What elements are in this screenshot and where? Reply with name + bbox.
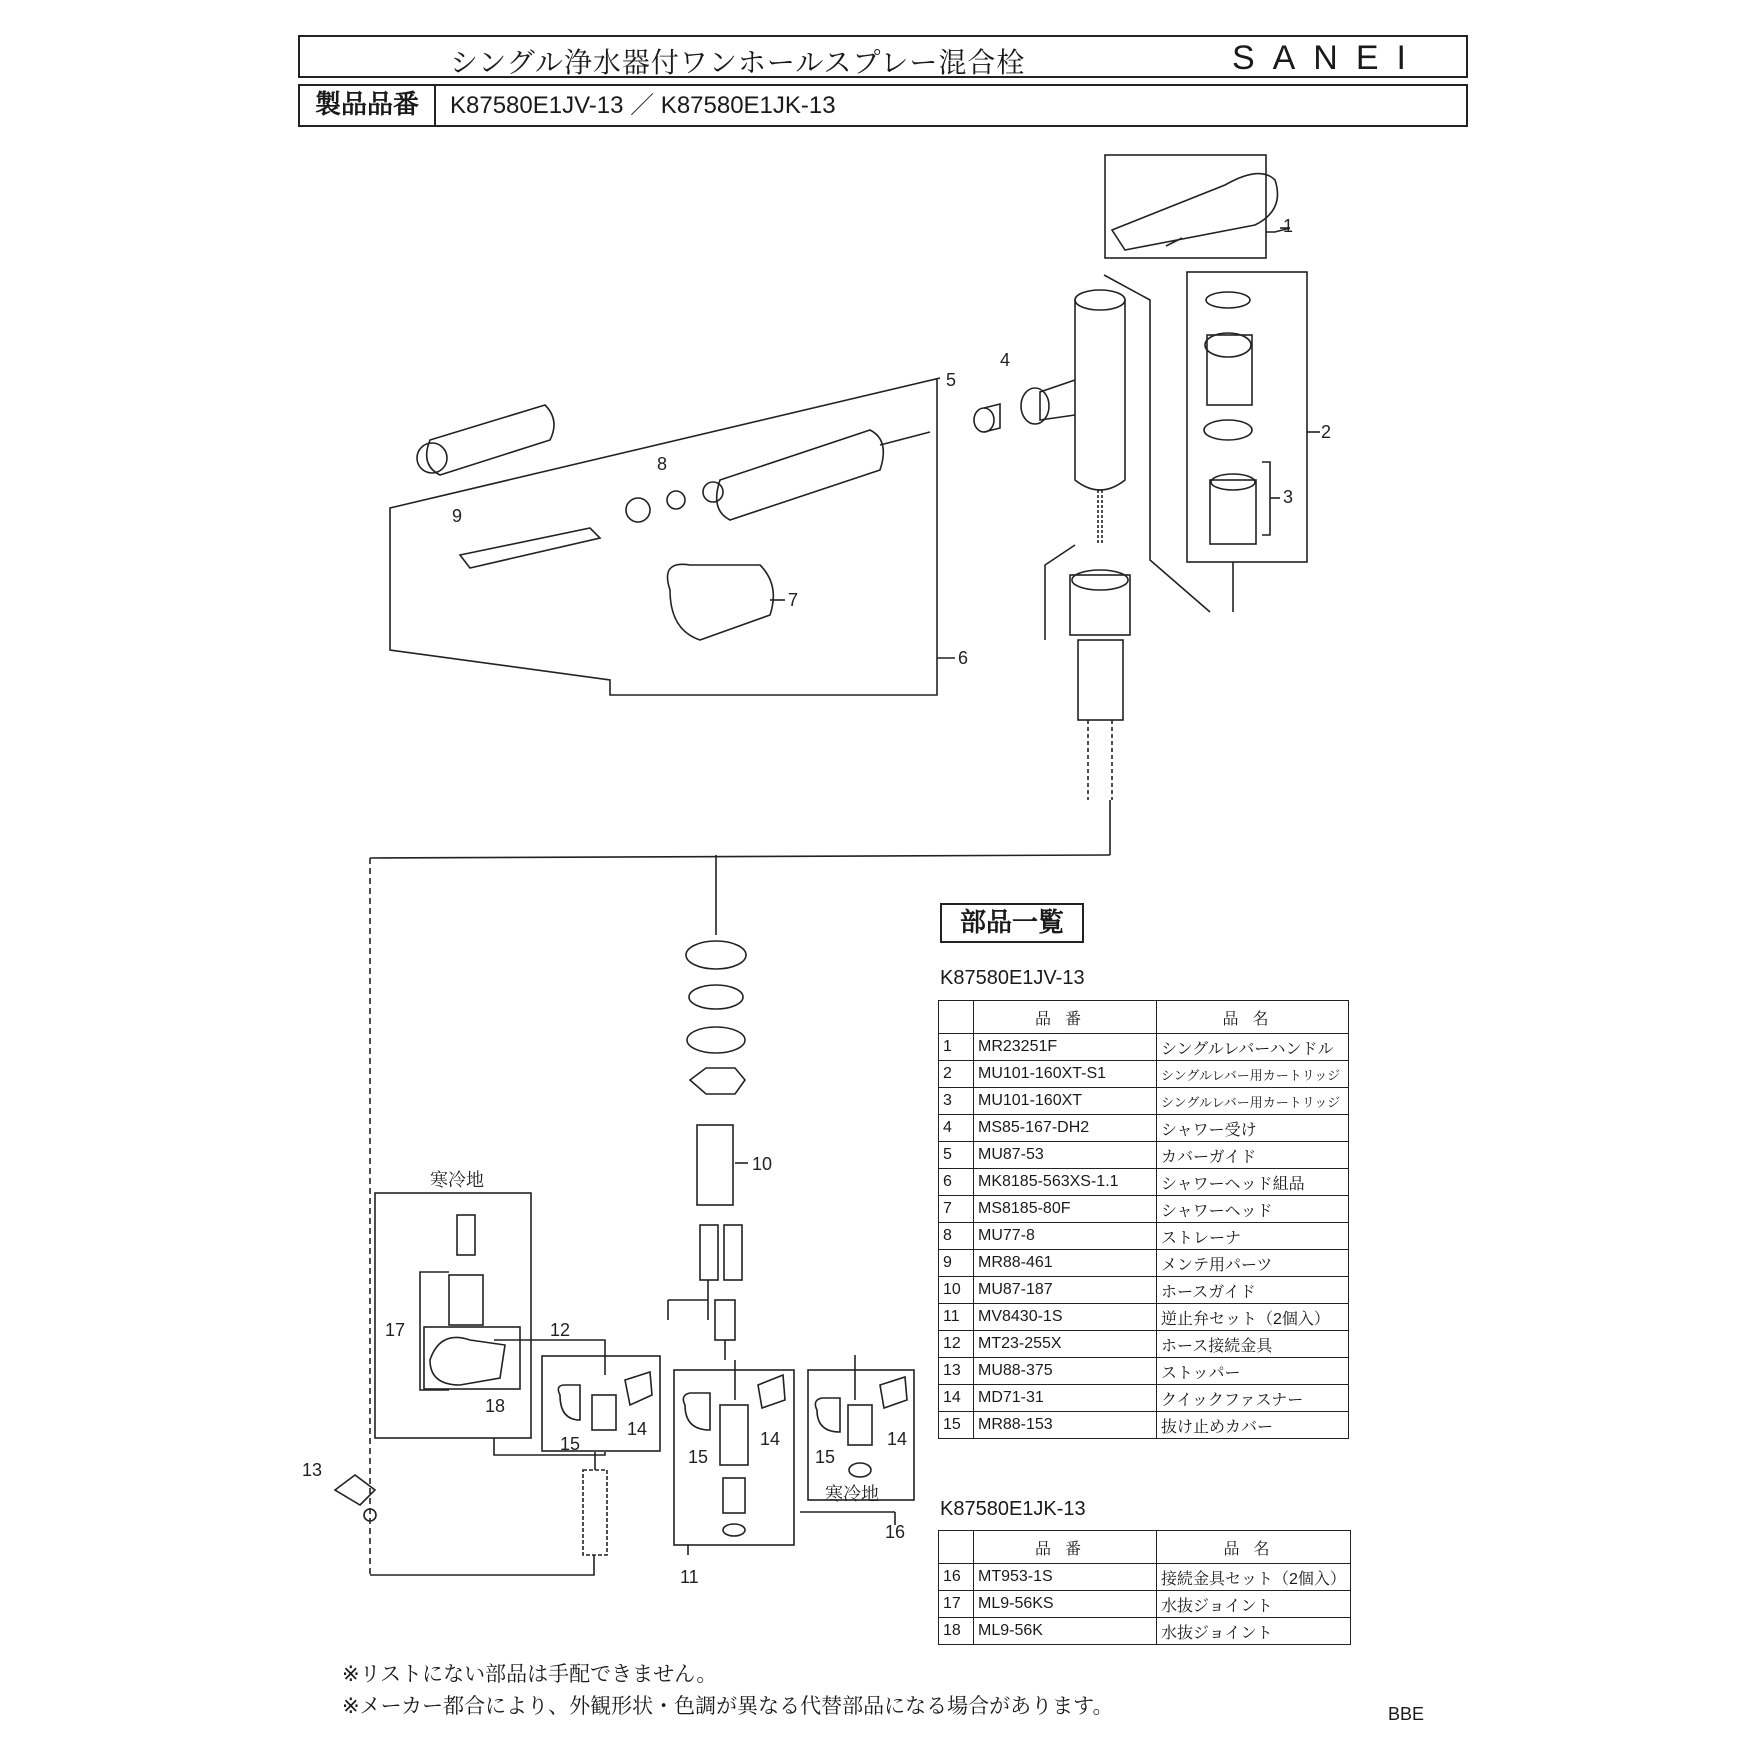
part-name: シャワーヘッド組品 bbox=[1157, 1169, 1349, 1196]
part-number-index: 11 bbox=[939, 1304, 974, 1331]
cold-region-label-2: 寒冷地 bbox=[825, 1484, 879, 1504]
part-code: MS8185-80F bbox=[974, 1196, 1157, 1223]
callout-8: 8 bbox=[657, 454, 668, 474]
table-row bbox=[939, 1358, 1349, 1385]
cover-guide bbox=[974, 408, 994, 432]
part-number-index: 7 bbox=[939, 1196, 974, 1223]
lever-handle bbox=[1112, 174, 1278, 250]
table-row bbox=[939, 1169, 1349, 1196]
part-name: クイックファスナー bbox=[1157, 1385, 1349, 1412]
table1-caption: K87580E1JV-13 bbox=[940, 967, 1085, 989]
footer-code: BBE bbox=[1388, 1704, 1425, 1724]
parts-table-2 bbox=[938, 1530, 1351, 1645]
part-number-index: 12 bbox=[939, 1331, 974, 1358]
part-code: MU88-375 bbox=[974, 1358, 1157, 1385]
part-name: シングルレバーハンドル bbox=[1157, 1034, 1349, 1061]
part-code: MV8430-1S bbox=[974, 1304, 1157, 1331]
part-number-index: 17 bbox=[939, 1591, 974, 1618]
table-row bbox=[939, 1412, 1349, 1439]
table-row bbox=[939, 1223, 1349, 1250]
part-name: ストッパー bbox=[1157, 1358, 1349, 1385]
brand-logo: SANEI bbox=[1231, 39, 1424, 77]
callout-13: 13 bbox=[302, 1460, 323, 1480]
part-number-index: 16 bbox=[939, 1564, 974, 1591]
table-header-row bbox=[939, 1531, 1351, 1564]
col-name: 品名 bbox=[1157, 1531, 1351, 1564]
table-row bbox=[939, 1385, 1349, 1412]
table-row bbox=[939, 1034, 1349, 1061]
col-no bbox=[939, 1531, 974, 1564]
callout-3: 3 bbox=[1283, 487, 1294, 507]
table-row bbox=[939, 1250, 1349, 1277]
hex-nut bbox=[690, 1068, 745, 1094]
part-number-index: 5 bbox=[939, 1142, 974, 1169]
callout-14a: 14 bbox=[627, 1419, 648, 1439]
col-no bbox=[939, 1001, 974, 1034]
callout-11: 11 bbox=[680, 1567, 699, 1587]
callout-15c: 15 bbox=[815, 1447, 836, 1467]
part-code: ML9-56K bbox=[974, 1618, 1157, 1645]
table-row bbox=[939, 1061, 1349, 1088]
table-row bbox=[939, 1591, 1351, 1618]
part-name: 接続金具セット（2個入） bbox=[1157, 1564, 1351, 1591]
product-number-value: K87580E1JV-13 ／ K87580E1JK-13 bbox=[450, 92, 836, 119]
part-name: シャワーヘッド bbox=[1157, 1196, 1349, 1223]
table-header-row bbox=[939, 1001, 1349, 1034]
part-name: 水抜ジョイント bbox=[1157, 1591, 1351, 1618]
part-number-index: 1 bbox=[939, 1034, 974, 1061]
callout-18: 18 bbox=[485, 1396, 506, 1416]
part-name: シャワー受け bbox=[1157, 1115, 1349, 1142]
table-row bbox=[939, 1277, 1349, 1304]
part-name: ホース接続金具 bbox=[1157, 1331, 1349, 1358]
part-number-index: 14 bbox=[939, 1385, 974, 1412]
callout-4: 4 bbox=[1000, 350, 1011, 370]
table-row bbox=[939, 1142, 1349, 1169]
part-code: MU87-187 bbox=[974, 1277, 1157, 1304]
part-number-index: 13 bbox=[939, 1358, 974, 1385]
callout-17: 17 bbox=[385, 1320, 406, 1340]
callout-15b: 15 bbox=[688, 1447, 709, 1467]
part-number-index: 3 bbox=[939, 1088, 974, 1115]
part-code: MU87-53 bbox=[974, 1142, 1157, 1169]
part-code: MU101-160XT-S1 bbox=[974, 1061, 1157, 1088]
part-code: MU101-160XT bbox=[974, 1088, 1157, 1115]
part-number-index: 4 bbox=[939, 1115, 974, 1142]
part-number-index: 6 bbox=[939, 1169, 974, 1196]
part-number-index: 10 bbox=[939, 1277, 974, 1304]
cold-region-label-1: 寒冷地 bbox=[430, 1170, 484, 1190]
note-1: ※リストにない部品は手配できません。 bbox=[342, 1662, 718, 1686]
callout-7: 7 bbox=[788, 590, 799, 610]
part-name: ストレーナ bbox=[1157, 1223, 1349, 1250]
part-name: 抜け止めカバー bbox=[1157, 1412, 1349, 1439]
parts-list-heading: 部品一覧 bbox=[940, 903, 1084, 943]
shower-hose bbox=[717, 430, 884, 520]
part-code: MS85-167-DH2 bbox=[974, 1115, 1157, 1142]
hose-guide bbox=[697, 1125, 733, 1205]
document-title: シングル浄水器付ワンホールスプレー混合栓 bbox=[450, 46, 1026, 79]
table-row bbox=[939, 1618, 1351, 1645]
callout-2: 2 bbox=[1321, 422, 1332, 442]
part-number-index: 15 bbox=[939, 1412, 974, 1439]
part-name: 逆止弁セット（2個入） bbox=[1157, 1304, 1349, 1331]
shower-head bbox=[668, 564, 774, 640]
part-code: MK8185-563XS-1.1 bbox=[974, 1169, 1157, 1196]
table-row bbox=[939, 1196, 1349, 1223]
table-row bbox=[939, 1115, 1349, 1142]
shaft-top bbox=[1070, 575, 1130, 635]
washer-1 bbox=[686, 941, 746, 969]
part-code: MR88-153 bbox=[974, 1412, 1157, 1439]
callout-9: 9 bbox=[452, 506, 463, 526]
maintenance-part bbox=[460, 528, 600, 568]
callout-5: 5 bbox=[946, 370, 957, 390]
callout-1: 1 bbox=[1283, 216, 1294, 236]
part-name: シングルレバー用カートリッジ bbox=[1157, 1088, 1349, 1115]
part-code: MT953-1S bbox=[974, 1564, 1157, 1591]
washer-3 bbox=[687, 1027, 745, 1053]
table-row bbox=[939, 1304, 1349, 1331]
callout-16: 16 bbox=[885, 1522, 906, 1542]
note-2: ※メーカー都合により、外観形状・色調が異なる代替部品になる場合があります。 bbox=[342, 1694, 1114, 1718]
part-number-index: 8 bbox=[939, 1223, 974, 1250]
part-code: MD71-31 bbox=[974, 1385, 1157, 1412]
col-name: 品名 bbox=[1157, 1001, 1349, 1034]
parts-table-1 bbox=[938, 1000, 1349, 1439]
callout-6: 6 bbox=[958, 648, 969, 668]
part-code: MU77-8 bbox=[974, 1223, 1157, 1250]
washer-2 bbox=[689, 985, 743, 1009]
cartridge-frame bbox=[1187, 272, 1307, 562]
part-code: MR23251F bbox=[974, 1034, 1157, 1061]
callout-10: 10 bbox=[752, 1154, 773, 1174]
part-name: ホースガイド bbox=[1157, 1277, 1349, 1304]
callout-14c: 14 bbox=[887, 1429, 908, 1449]
col-code: 品番 bbox=[974, 1531, 1157, 1564]
part-code: MR88-461 bbox=[974, 1250, 1157, 1277]
table-row bbox=[939, 1331, 1349, 1358]
stopper bbox=[335, 1475, 375, 1505]
part-code: ML9-56KS bbox=[974, 1591, 1157, 1618]
part-code: MT23-255X bbox=[974, 1331, 1157, 1358]
part-number-index: 18 bbox=[939, 1618, 974, 1645]
table-row bbox=[939, 1088, 1349, 1115]
handle-frame bbox=[1105, 155, 1266, 258]
strainer bbox=[667, 491, 685, 509]
part-name: メンテ用パーツ bbox=[1157, 1250, 1349, 1277]
table-row bbox=[939, 1564, 1351, 1591]
cold-region-frame bbox=[375, 1193, 531, 1438]
part-number-index: 2 bbox=[939, 1061, 974, 1088]
col-code: 品番 bbox=[974, 1001, 1157, 1034]
callout-12: 12 bbox=[550, 1320, 571, 1340]
table2-caption: K87580E1JK-13 bbox=[940, 1498, 1086, 1520]
callout-14b: 14 bbox=[760, 1429, 781, 1449]
callout-15a: 15 bbox=[560, 1434, 581, 1454]
product-number-label: 製品品番 bbox=[300, 86, 436, 125]
part-number-index: 9 bbox=[939, 1250, 974, 1277]
faucet-body bbox=[1075, 300, 1125, 490]
part-name: カバーガイド bbox=[1157, 1142, 1349, 1169]
part-name: 水抜ジョイント bbox=[1157, 1618, 1351, 1645]
part-name: シングルレバー用カートリッジ bbox=[1157, 1061, 1349, 1088]
